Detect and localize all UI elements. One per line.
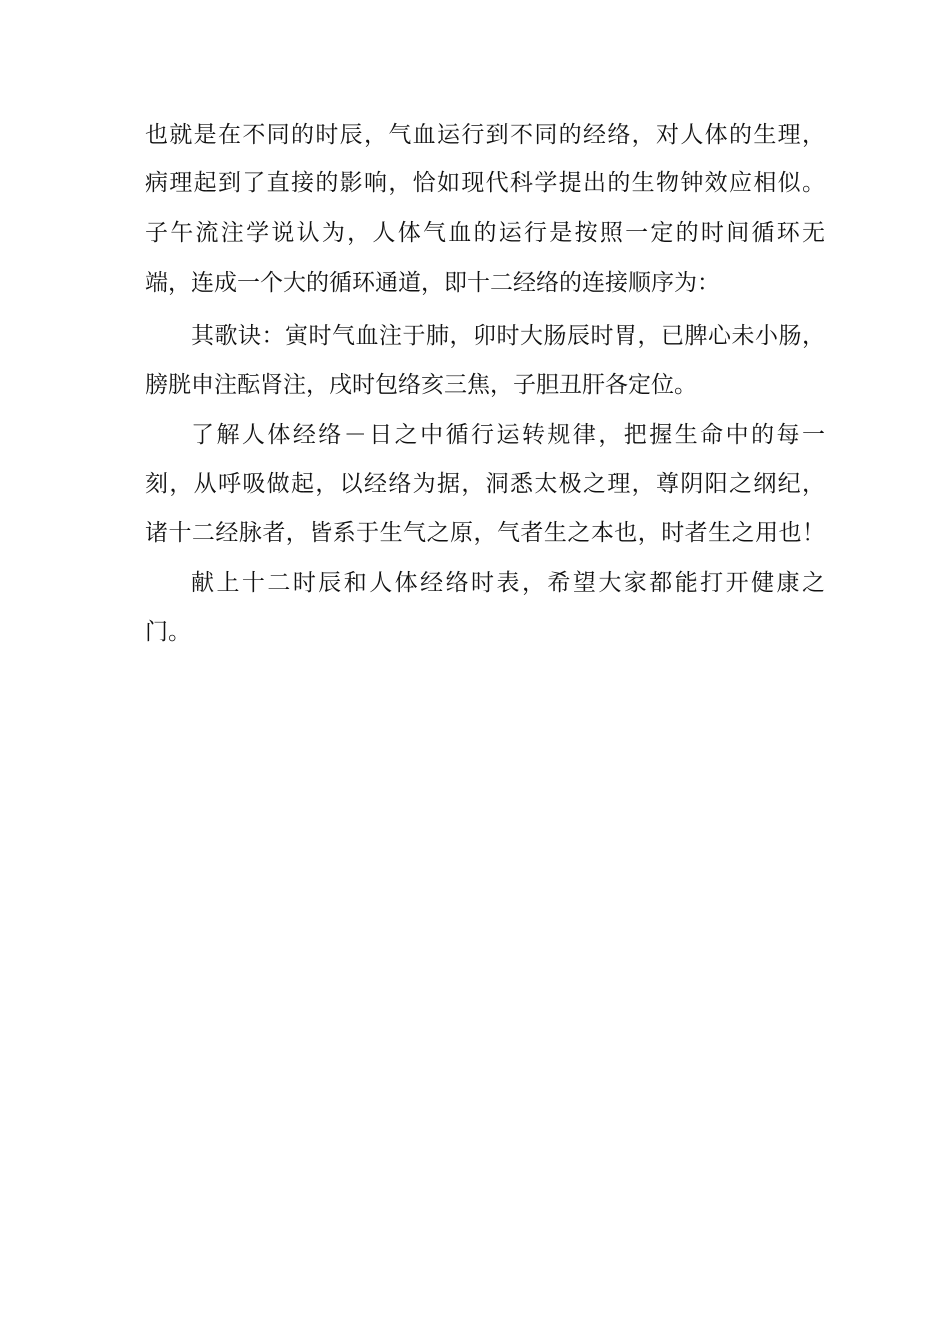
paragraph-1-line-4: 端，连成一个大的循环通道，即十二经络的连接顺序为： <box>145 270 720 296</box>
paragraph-3-line-1: 了解人体经络－日之中循行运转规律，把握生命中的每一 <box>191 422 825 448</box>
paragraph-1-line-3: 子午流注学说认为，人体气血的运行是按照一定的时间循环无 <box>145 220 825 246</box>
paragraph-3-line-3: 诸十二经脉者，皆系于生气之原，气者生之本也，时者生之用也！ <box>145 520 825 546</box>
paragraph-1-line-1: 也就是在不同的时辰，气血运行到不同的经络，对人体的生理， <box>145 122 825 148</box>
paragraph-4-line-1: 献上十二时辰和人体经络时表，希望大家都能打开健康之 <box>191 570 825 596</box>
paragraph-1-line-2: 病理起到了直接的影响，恰如现代科学提出的生物钟效应相似。 <box>145 170 825 196</box>
paragraph-3-line-2: 刻，从呼吸做起，以经络为据，洞悉太极之理，尊阴阳之纲纪， <box>145 471 825 497</box>
paragraph-2-line-1: 其歌诀：寅时气血注于肺，卯时大肠辰时胃，已脾心未小肠， <box>191 323 825 349</box>
paragraph-2-line-2: 膀胱申注酝肾注，戌时包络亥三焦，子胆丑肝各定位。 <box>145 372 697 398</box>
paragraph-4-line-2: 门。 <box>145 619 191 645</box>
